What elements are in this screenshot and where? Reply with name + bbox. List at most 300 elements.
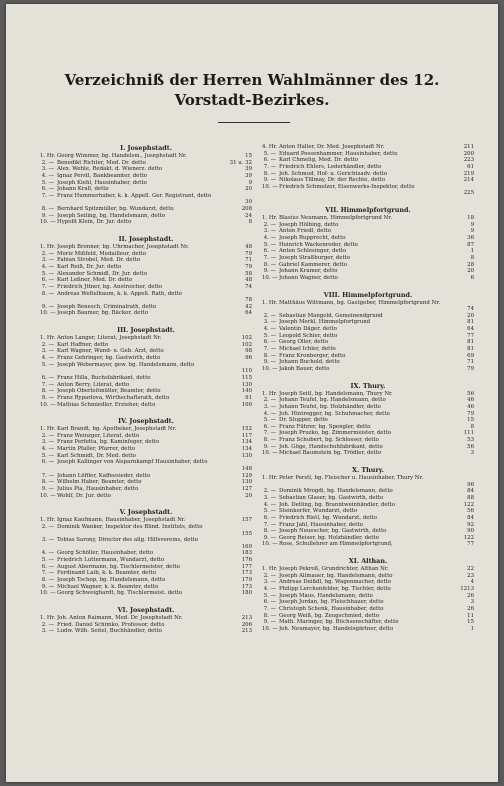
entry-name: Joseph Merkl, Himmelpfortgrund	[279, 319, 371, 326]
house-number: 177	[241, 563, 252, 570]
house-number: 48	[245, 244, 252, 251]
section-heading: V. Josephstadt.	[119, 508, 173, 517]
entry-name: Dominik Mrogdi, bg. Handelsmann, detto	[279, 488, 393, 495]
entry-name: Johann Krall, detto	[57, 186, 109, 193]
entry-number: 6. —	[41, 277, 54, 284]
elector-entry	[262, 522, 474, 529]
entry-name: Anton Langer, Literat, Josephstadt Nr.	[57, 335, 162, 342]
elector-entry	[40, 304, 252, 311]
section-heading: XI. Althan.	[348, 557, 388, 566]
entry-number: 10. —	[40, 492, 56, 499]
entry-name: Joseph Kallinger von Alsparnkampf Hausinhaber, detto	[57, 459, 208, 466]
entry-name: Joh. Detling, bg. Branntweinhändler, detto	[279, 501, 396, 508]
entry-number: 2. —	[41, 432, 54, 439]
elector-entry	[262, 599, 474, 606]
house-number: 71	[467, 359, 474, 366]
entry-name: Benedikt Richter, Med. Dr. detto	[57, 159, 146, 166]
entry-number: 4. —	[263, 410, 276, 417]
entry-name: Alexander Schmidl, Dr. Jur. detto	[57, 270, 148, 277]
house-number: 6	[470, 274, 474, 281]
elector-entry	[40, 557, 252, 564]
house-number: 122	[463, 534, 474, 541]
house-number: 200	[463, 150, 474, 157]
elector-entry	[40, 590, 252, 597]
entry-number: 10. —	[262, 365, 278, 372]
entry-number: 8. —	[263, 528, 276, 535]
entry-name: Michael Wagner, k. k. Beamter, detto	[57, 583, 159, 590]
entry-number: 3. —	[41, 439, 54, 446]
entry-name: Joseph Hölbing, detto	[279, 221, 339, 228]
elector-entry	[262, 228, 474, 235]
elector-entry	[262, 171, 474, 178]
entry-name: Joseph Straßburger, detto	[279, 254, 351, 261]
entry-number: 10. —	[262, 625, 278, 632]
entry-name: Friedrich Schmelzer, Eisenwerks-Inspektor, detto	[279, 183, 415, 190]
entry-number: 9. —	[41, 485, 54, 492]
house-number: 77	[467, 541, 474, 548]
elector-entry	[262, 215, 474, 222]
entry-name: Anton Schlesinger, detto	[279, 248, 347, 255]
elector-entry	[262, 184, 474, 197]
entry-name: Franz Kronberger, detto	[279, 352, 346, 359]
elector-entry	[262, 235, 474, 242]
house-number: 148	[241, 466, 252, 473]
entry-name: Joseph Jordan, bg. Fleischhauer, detto	[279, 599, 384, 606]
entry-name: Karl Haffner, detto	[57, 341, 109, 348]
elector-entry	[262, 333, 474, 340]
entry-name: Joseph Benesch, Criminalrath, detto	[57, 303, 157, 310]
entry-number: 1. Hr.	[40, 614, 56, 621]
house-number: 79	[467, 410, 474, 417]
entry-name: Johann Kramer, detto	[279, 268, 338, 275]
entry-name: Joseph Oberleitmüller, Beamter, detto	[57, 388, 161, 395]
house-number: 20	[467, 268, 474, 275]
district-section	[262, 291, 474, 373]
section-heading: X. Thury.	[351, 466, 385, 475]
elector-entry	[262, 424, 474, 431]
house-number: 122	[463, 501, 474, 508]
entry-number: 3. —	[41, 166, 54, 173]
elector-entry	[40, 153, 252, 160]
entry-number: 3. —	[263, 403, 276, 410]
elector-entry	[262, 268, 474, 275]
entry-number: 5. —	[263, 241, 276, 248]
elector-entry	[262, 475, 474, 488]
elector-entry	[40, 446, 252, 453]
house-number: 22	[467, 566, 474, 573]
house-number: 64	[245, 310, 252, 317]
house-number: 28	[467, 261, 474, 268]
entry-name: Ignaz Kaufmann, Hausinhaber, Josephstadt Nr.	[57, 517, 186, 524]
entry-number: 8. —	[41, 206, 54, 213]
elector-entry	[40, 355, 252, 362]
entry-number: 5. —	[263, 332, 276, 339]
entry-number: 1. Hr.	[262, 390, 278, 397]
document-title: Verzeichniß der Herren Wahlmänner des 12. Vorstadt-Bezirkes.	[64, 71, 440, 109]
entry-number: 7. —	[263, 254, 276, 261]
entry-number: 8. —	[41, 388, 54, 395]
entry-name: Julius Pia, Hausinhaber, detto	[57, 485, 139, 492]
house-number: 1213	[460, 586, 474, 592]
entry-name: Friedrich Jttner, bg. Anstreicher, detto	[57, 283, 163, 290]
elector-entry	[262, 613, 474, 620]
house-number: 48	[245, 277, 252, 284]
entry-number: 2. —	[41, 250, 54, 257]
elector-entry	[40, 517, 252, 524]
entry-name: Michael Ichler, detto	[279, 346, 336, 353]
elector-entry	[40, 348, 252, 355]
entry-name: Franz Hummerhuber, k. k. Appell. Ger. Registrant, detto	[57, 192, 212, 199]
entry-number: 5. —	[263, 592, 276, 599]
entry-name: Franz Gehringer, bg. Gastwirth, detto	[57, 355, 161, 362]
elector-entry	[262, 255, 474, 262]
entry-name: Ferdinand Laib, k. k. Beamter, detto	[57, 570, 156, 577]
entry-number: 5. —	[41, 557, 54, 564]
entry-number: 2. —	[41, 523, 54, 530]
elector-entry	[262, 151, 474, 158]
elector-entry	[40, 264, 252, 271]
elector-entry	[262, 300, 474, 313]
entry-number: 4. —	[41, 172, 54, 179]
entry-number: 10. —	[40, 401, 56, 408]
entry-name: Matthäus Wittmann, bg. Gastgeber, Himmelpfortgrund Nr.	[279, 299, 440, 306]
house-number: 213	[241, 628, 252, 635]
elector-entry	[40, 166, 252, 173]
elector-entry	[262, 437, 474, 444]
house-number: 79	[245, 250, 252, 257]
house-number: 8	[470, 423, 474, 430]
elector-entry	[40, 206, 252, 213]
house-number: 56	[467, 390, 474, 397]
elector-entry	[262, 586, 474, 593]
entry-name: Blasius Neumann, Himmelpfortgrund Nr.	[279, 215, 392, 222]
elector-entry	[40, 277, 252, 284]
entry-name: Joseph Seiling, bg. Handelsmann, detto	[57, 212, 166, 219]
entry-name: Joseph Bronner, bg. Uhrmacher, Josephstadt Nr.	[57, 244, 189, 251]
entry-name: Moriz Mißfeld, Medailleur, detto	[57, 250, 147, 257]
entry-number: 4. —	[263, 586, 276, 592]
elector-entry	[40, 395, 252, 402]
house-number: 58	[245, 270, 252, 277]
house-number: 134	[241, 439, 252, 446]
entry-number: 7. —	[263, 605, 276, 612]
entry-name: Michael Baumstein bg. Trödler, detto	[279, 450, 382, 457]
elector-entry	[40, 375, 252, 382]
entry-name: Karl Brandt, bg. Apotheker, Josephstadt Nr.	[57, 426, 177, 433]
entry-number: 3. —	[263, 228, 276, 235]
house-number: 4	[470, 579, 474, 586]
house-number: 129	[241, 472, 252, 479]
entry-name: Hypolit Klein, Dr. Jur. detto	[57, 219, 132, 226]
house-number: 88	[467, 494, 474, 501]
house-number: 140	[241, 388, 252, 395]
elector-entry	[40, 622, 252, 629]
entry-number: 7. —	[263, 346, 276, 353]
entry-name: Fabian Strobel, Med. Dr. detto	[57, 257, 141, 264]
entry-number: 7. —	[41, 570, 54, 577]
house-number: 84	[467, 488, 474, 495]
entry-number: 4. —	[263, 235, 276, 242]
elector-entry	[262, 397, 474, 404]
elector-entry	[40, 459, 252, 472]
entry-name: Joh. Hintregger, bg. Schuhmacher, detto	[279, 410, 390, 417]
elector-entry	[40, 193, 252, 206]
entry-number: 3. —	[263, 494, 276, 501]
house-number: 8	[248, 219, 252, 226]
entry-number: 8. —	[263, 261, 276, 268]
entry-number: 1. Hr.	[262, 475, 278, 482]
elector-entry	[40, 550, 252, 557]
house-number: 90	[467, 528, 474, 535]
elector-entry	[262, 248, 474, 255]
entry-number: 7. —	[263, 521, 276, 528]
house-number: 36	[467, 235, 474, 242]
elector-entry	[262, 313, 474, 320]
house-number: 96	[245, 355, 252, 362]
elector-entry	[40, 577, 252, 584]
house-number: 173	[241, 583, 252, 590]
entry-name: Friedrich Luttermann, Wundarzt, detto	[57, 557, 165, 564]
elector-entry	[262, 430, 474, 437]
entry-number: 7. —	[41, 283, 54, 290]
entry-name: Joseph Baumer, bg. Bäcker, detto	[57, 310, 148, 317]
house-number: 15	[467, 417, 474, 424]
elector-entry	[40, 564, 252, 571]
entry-number: 5. —	[41, 179, 54, 186]
entry-number: 5. —	[41, 270, 54, 277]
entry-number: 7. —	[41, 381, 54, 388]
entry-name: Karl Chmelig, Med. Dr. detto	[279, 157, 359, 164]
house-number: 20	[467, 312, 474, 319]
entry-name: Joh. Neumayer, bg. Handelsgärtner, detto	[279, 625, 394, 632]
house-number: 46	[467, 397, 474, 404]
elector-entry	[262, 366, 474, 373]
entry-name: Gabriel Kammerer, detto	[279, 261, 347, 268]
entry-number: 5. —	[263, 508, 276, 515]
entry-number: 1. Hr.	[262, 566, 278, 573]
house-number: 84	[467, 514, 474, 521]
entry-number: 2. —	[263, 488, 276, 495]
entry-name: Anton Berry, Literat, detto	[57, 381, 130, 388]
entry-number: 7. —	[41, 472, 54, 479]
entry-number: 6. —	[41, 563, 54, 570]
house-number: 9	[470, 221, 474, 228]
section-heading: I. Josephstadt.	[120, 144, 172, 152]
entry-name: Karl Wagner, Wund- u. Geb. Arzt, detto	[57, 348, 164, 355]
district-section	[262, 206, 474, 281]
entry-name: Franz Hilla, Buchsfabrikant, detto	[57, 374, 151, 381]
elector-entry	[262, 619, 474, 626]
house-number: 15	[467, 619, 474, 626]
house-number: 208	[241, 206, 252, 213]
entry-name: Math. Maringer, bg. Büchsenschäfter, detto	[279, 619, 399, 626]
entry-number: 9. —	[41, 303, 54, 310]
house-number: 24	[245, 212, 252, 219]
left-column	[40, 144, 252, 639]
title-divider	[218, 122, 290, 123]
house-number: 3	[470, 450, 474, 457]
entry-number: 3. —	[41, 628, 54, 635]
entry-name: Franz Jahl, Hausinhaber, detto	[279, 521, 363, 528]
entry-name: Alex. Wehle, Redakt. d. Wienerz. detto	[57, 166, 163, 173]
elector-entry	[262, 164, 474, 171]
house-number: 42	[245, 303, 252, 310]
document-page	[6, 4, 498, 782]
elector-entry	[262, 391, 474, 398]
elector-entry	[262, 359, 474, 366]
house-number: 225	[463, 190, 474, 197]
entry-name: Mathias Schmiedler, Erzieher, detto	[57, 401, 156, 408]
entry-name: Rose, Schullehrer am Himmelpfortgrund,	[279, 541, 393, 548]
elector-entry	[40, 213, 252, 220]
entry-number: 2. —	[41, 341, 54, 348]
elector-entry	[40, 284, 252, 291]
house-number: 30	[245, 199, 252, 206]
right-column	[262, 144, 474, 636]
entry-number: 7. —	[41, 192, 54, 199]
house-number: 173	[241, 570, 252, 577]
entry-number: 6. —	[263, 423, 276, 430]
entry-number: 6. —	[263, 599, 276, 606]
entry-number: 5. —	[41, 452, 54, 459]
house-number: 206	[241, 621, 252, 628]
entry-name: Anton Friedl, detto	[279, 228, 332, 235]
entry-number: 6. —	[41, 186, 54, 193]
elector-entry	[262, 177, 474, 184]
entry-name: Georg Reiser, bg. Holzhändler, detto	[279, 534, 379, 541]
house-number: 71	[245, 257, 252, 264]
entry-name: Nikolaus Tillmay, Dr. der Rechte, detto	[279, 177, 386, 184]
house-number: 96	[467, 481, 474, 488]
entry-number: 10. —	[262, 183, 278, 190]
entry-number: 8. —	[263, 352, 276, 359]
district-section	[40, 326, 252, 408]
district-section	[262, 382, 474, 457]
entry-name: Joseph Seitl, bg. Handelsmann, Thury Nr.	[279, 390, 393, 397]
elector-entry	[40, 453, 252, 460]
elector-entry	[40, 426, 252, 433]
entry-number: 7. —	[263, 163, 276, 170]
entry-name: Steinkorfer, Wundarzt, detto	[279, 508, 358, 515]
entry-name: Sebastian Glaser, bg. Gastwirth, detto	[279, 494, 384, 501]
district-section	[262, 144, 474, 197]
house-number: 78	[245, 297, 252, 304]
entry-number: 8. —	[41, 577, 54, 584]
elector-entry	[40, 570, 252, 577]
district-section	[40, 508, 252, 597]
entry-number: 2. —	[41, 159, 54, 166]
elector-entry	[262, 495, 474, 502]
house-number: 79	[467, 365, 474, 372]
house-number: 111	[463, 430, 474, 437]
entry-number: 9. —	[263, 443, 276, 450]
house-number: 39	[245, 166, 252, 173]
house-number: 102	[241, 341, 252, 348]
elector-entry	[40, 180, 252, 187]
entry-number: 3. —	[263, 579, 276, 586]
elector-entry	[262, 346, 474, 353]
section-heading: II. Josephstadt.	[118, 235, 174, 244]
entry-number: 9. —	[263, 534, 276, 541]
elector-entry	[262, 144, 474, 151]
house-number: 23	[467, 572, 474, 579]
house-number: 15	[245, 153, 252, 159]
elector-entry	[262, 450, 474, 457]
house-number: 130	[241, 381, 252, 388]
entry-name: Fried. Daniel Schimko, Professor, detto	[57, 621, 165, 628]
elector-entry	[40, 244, 252, 251]
house-number: 81	[467, 339, 474, 346]
elector-entry	[40, 257, 252, 264]
entry-number: 1. Hr.	[40, 244, 56, 251]
elector-entry	[262, 593, 474, 600]
entry-number: 10. —	[40, 219, 56, 226]
entry-name: Franz Weinzger, Literat, detto	[57, 432, 140, 439]
house-number: 176	[241, 557, 252, 564]
elector-entry	[40, 271, 252, 278]
house-number: 11	[467, 612, 474, 619]
elector-entry	[40, 615, 252, 622]
entry-name: Joseph Pruzko, bg. Zimmermeister, detto	[279, 430, 392, 437]
elector-entry	[40, 388, 252, 395]
house-number: 8	[470, 254, 474, 261]
entry-number: 4. —	[41, 550, 54, 557]
entry-number: 7. —	[263, 430, 276, 437]
elector-entry	[262, 222, 474, 229]
entry-number: 4. Hr.	[262, 144, 278, 150]
house-number: 74	[245, 283, 252, 290]
elector-entry	[262, 502, 474, 509]
house-number: 110	[241, 368, 252, 375]
entry-number: 6. —	[263, 248, 276, 255]
elector-entry	[40, 493, 252, 500]
entry-name: Franz Perfetta, bg. Kaminfeger, detto	[57, 439, 160, 446]
entry-name: Georg Wimmer, bg. Handelsm., Josephstadt Nr.	[57, 153, 187, 159]
house-number: 155	[241, 530, 252, 537]
entry-number: 10. —	[262, 541, 278, 548]
section-heading: IV. Josephstadt.	[118, 417, 174, 426]
entry-number: 4. —	[263, 326, 276, 333]
entry-number: 1. Hr.	[40, 153, 56, 159]
house-number: 9	[470, 228, 474, 235]
elector-entry	[262, 353, 474, 360]
entry-number: 9. —	[263, 619, 276, 626]
entry-name: Friedrich Ehlers, Lederhändler, detto	[279, 163, 382, 170]
house-number: 74	[467, 306, 474, 313]
elector-entry	[40, 342, 252, 349]
entry-number: 8. —	[41, 479, 54, 486]
district-section	[40, 144, 252, 226]
house-number: 223	[463, 157, 474, 164]
entry-number: 3. —	[41, 257, 54, 264]
elector-entry	[262, 535, 474, 542]
elector-entry	[40, 173, 252, 180]
elector-entry	[40, 219, 252, 226]
elector-entry	[40, 402, 252, 409]
house-number: 69	[467, 352, 474, 359]
elector-entry	[262, 404, 474, 411]
elector-entry	[40, 537, 252, 550]
elector-entry	[40, 486, 252, 493]
house-number: 92	[467, 521, 474, 528]
entry-number: 2. —	[263, 397, 276, 404]
house-number: 53	[467, 437, 474, 444]
entry-number: 10. —	[40, 590, 56, 597]
entry-name: Franz Ryparlova, Wirthschaftsrath, detto	[57, 394, 170, 401]
entry-name: August Abermann, bg. Tischlermeister, detto	[57, 563, 180, 570]
elector-entry	[40, 291, 252, 304]
entry-name: Johann Löffler, Kaffeesieder, detto	[57, 472, 151, 479]
